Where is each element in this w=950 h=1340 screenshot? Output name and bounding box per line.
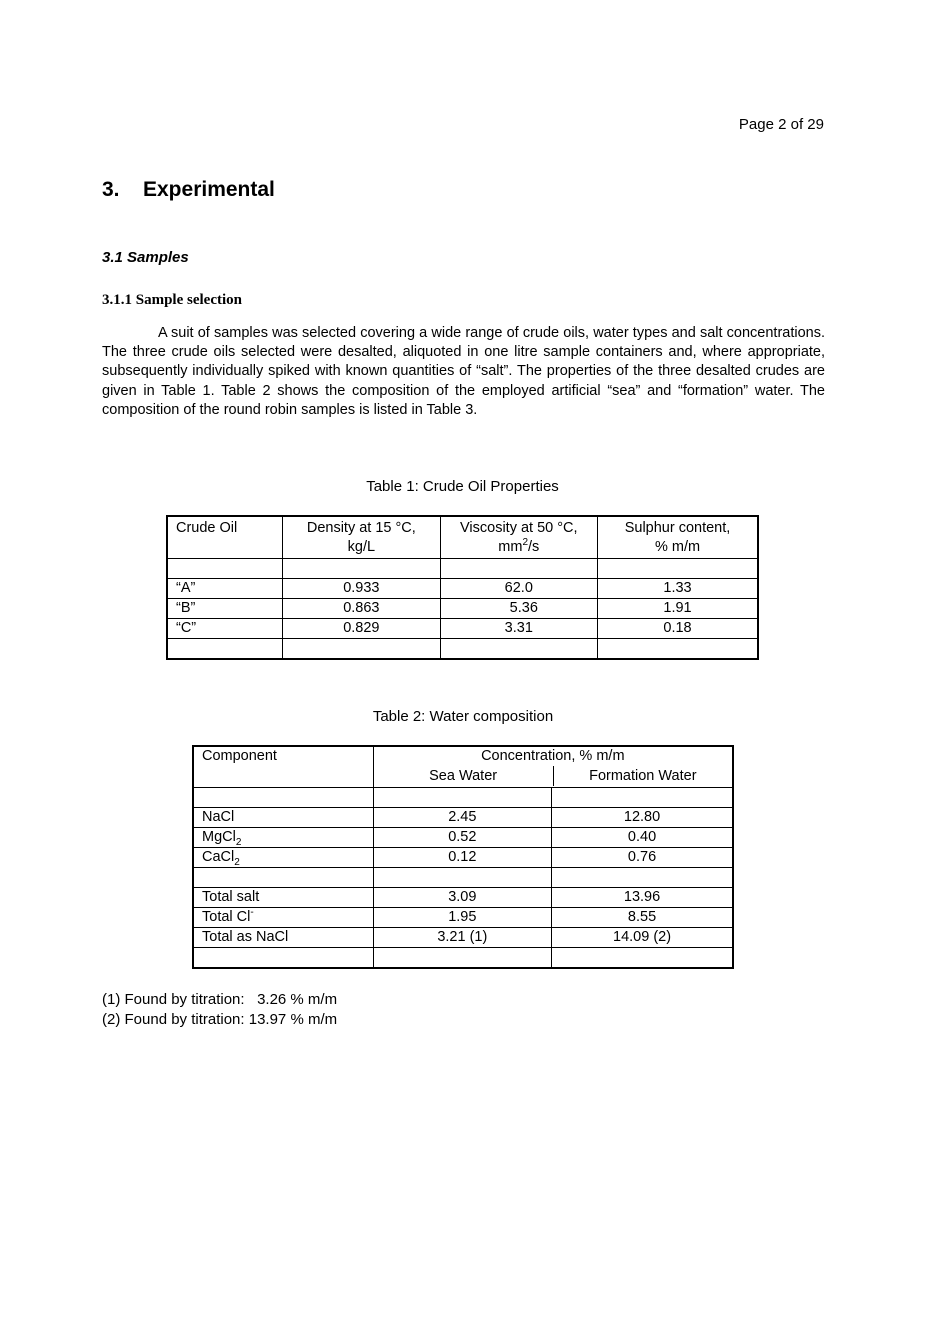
table-cell: 0.52 xyxy=(373,828,551,848)
table-row xyxy=(193,868,733,888)
header-crude-oil: Crude Oil xyxy=(167,516,283,559)
subsection-heading: 3.1 Samples xyxy=(102,249,189,266)
crude-oil-properties-table xyxy=(166,515,759,660)
table-row xyxy=(193,908,733,928)
table-cell: 0.12 xyxy=(373,848,551,868)
table-cell: 3.09 xyxy=(373,888,551,908)
table-cell: “A” xyxy=(167,579,283,599)
table-cell: 2.45 xyxy=(373,808,551,828)
table-cell: 12.80 xyxy=(552,808,733,828)
table-row xyxy=(193,808,733,828)
table-row xyxy=(167,599,758,619)
table-cell: 1.95 xyxy=(373,908,551,928)
table-row xyxy=(193,828,733,848)
table-header-row xyxy=(193,746,733,788)
table-cell: MgCl$_2$ xyxy=(193,828,373,848)
table-cell: CaCl$_2$ xyxy=(193,848,373,868)
table-cell: 0.829 xyxy=(283,619,440,639)
table-header-row xyxy=(167,516,758,559)
table-cell: 0.933 xyxy=(283,579,440,599)
table1-caption: Table 1: Crude Oil Properties xyxy=(366,478,559,495)
table2-caption: Table 2: Water composition xyxy=(372,708,554,725)
section-heading xyxy=(102,178,275,202)
footnotes xyxy=(102,990,337,1029)
header-viscosity: Viscosity at 50 °C, $mm^2/s$ xyxy=(440,516,597,559)
header-sea-water: Sea Water xyxy=(374,766,554,786)
table-cell: 8.55 xyxy=(552,908,733,928)
table-cell: 0.18 xyxy=(598,619,758,639)
table-cell: 0.863 xyxy=(283,599,440,619)
header-concentration xyxy=(373,746,733,788)
table-cell: 62.0 xyxy=(440,579,597,599)
table-cell: 0.76 xyxy=(552,848,733,868)
footnote-1: (1) Found by titration: 3.26 % m/m xyxy=(102,991,338,1008)
body-paragraph xyxy=(102,324,825,420)
table-row xyxy=(193,948,733,969)
table-cell: 14.09 (2) xyxy=(552,928,733,948)
table-cell: 13.96 xyxy=(552,888,733,908)
table-cell: 3.31 xyxy=(440,619,597,639)
table-row xyxy=(193,928,733,948)
table-cell: NaCl xyxy=(193,808,373,828)
table-row xyxy=(167,579,758,599)
header-density: Density at 15 °C, kg/L xyxy=(283,516,440,559)
table-cell: “C” xyxy=(167,619,283,639)
header-concentration-label: Concentration, % m/m xyxy=(481,748,625,764)
table-cell: “B” xyxy=(167,599,283,619)
table-cell: 5.36 xyxy=(440,599,597,619)
table-cell: Total Cl- xyxy=(193,908,373,928)
table-cell: 1.33 xyxy=(598,579,758,599)
header-component: Component xyxy=(193,746,373,788)
header-formation-water: Formation Water xyxy=(589,768,697,784)
section-number: 3. xyxy=(102,178,120,201)
page-number: Page 2 of 29 xyxy=(738,116,824,133)
table-cell: Total salt xyxy=(193,888,373,908)
header-sulphur: Sulphur content, % m/m xyxy=(598,516,758,559)
paragraph-text: A suit of samples was selected covering a wide range of crude oils, water types and salt concentrations. The three crude oils selected were desalted, aliquoted in one litre sample containers and, where appropriate, subsequently individually spiked with known quantities of “salt”. The properties of the three desalted crudes are given in Table 1. Table 2 shows the composition of the employed artificial “sea” and “formation” water. The composition of the round robin samples is listed in Table 3. xyxy=(102,325,825,418)
footnote-2: (2) Found by titration: 13.97 % m/m xyxy=(102,1010,338,1028)
table-cell: 1.91 xyxy=(598,599,758,619)
table-cell: 3.21 (1) xyxy=(373,928,551,948)
subsubsection-heading: 3.1.1 Sample selection xyxy=(102,292,242,308)
section-title: Experimental xyxy=(143,178,275,201)
water-composition-table xyxy=(192,745,734,969)
table-row xyxy=(167,619,758,639)
table-row xyxy=(193,888,733,908)
table-row xyxy=(193,788,733,808)
table-row xyxy=(167,639,758,660)
table-row xyxy=(193,848,733,868)
table-cell: Total as NaCl xyxy=(193,928,373,948)
table-cell: 0.40 xyxy=(552,828,733,848)
table-row xyxy=(167,559,758,579)
